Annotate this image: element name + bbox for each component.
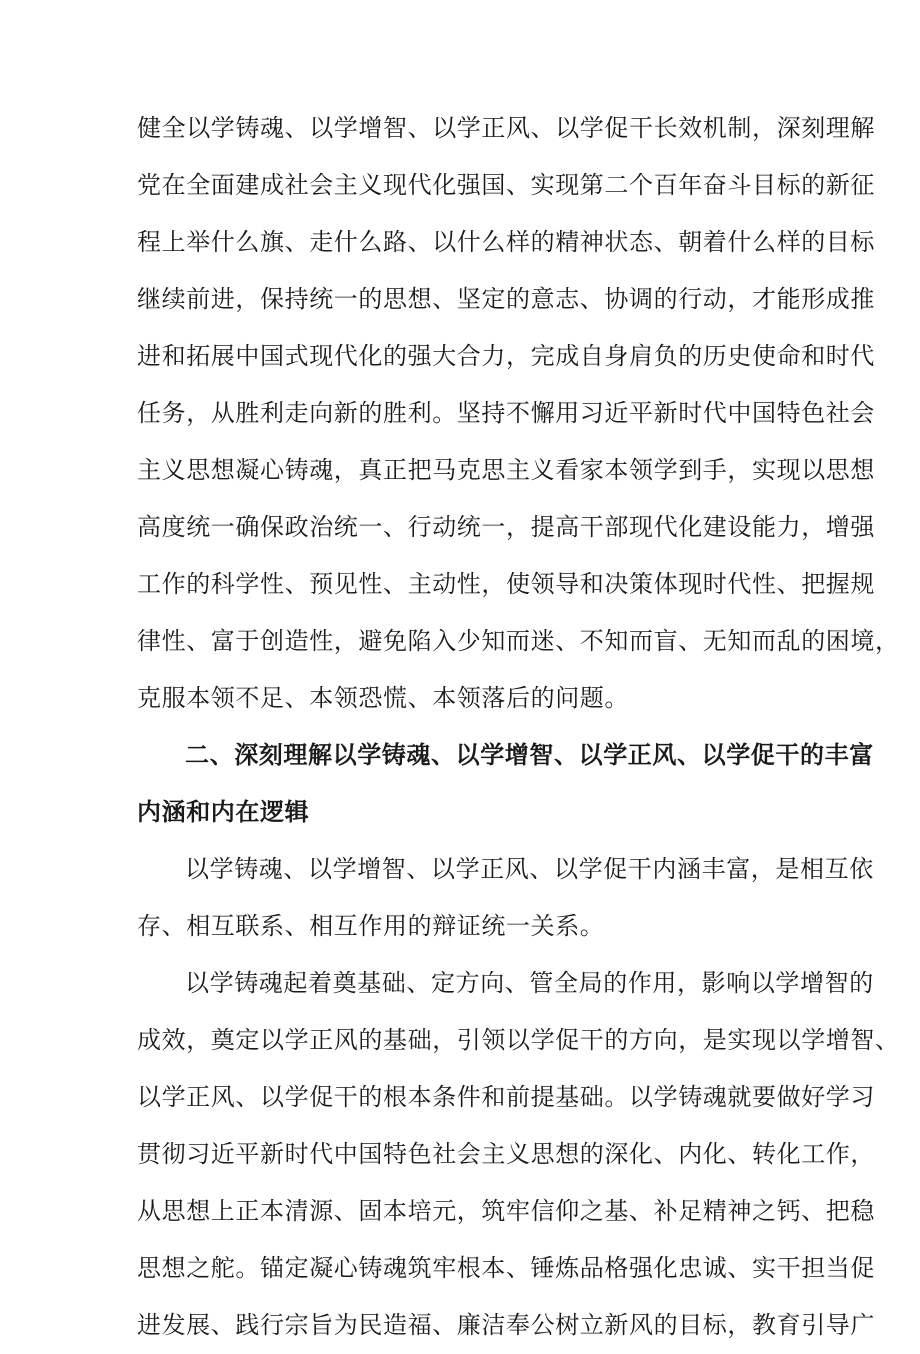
text-line: 党在全面建成社会主义现代化强国、实现第二个百年奋斗目标的新征 [137,171,875,199]
text-line: 成效，奠定以学正风的基础，引领以学促干的方向，是实现以学增智、 [137,1026,900,1054]
text-line: 从思想上正本清源、固本培元，筑牢信仰之基、补足精神之钙、把稳 [137,1197,875,1225]
text-line: 继续前进，保持统一的思想、坚定的意志、协调的行动，才能形成推 [137,285,875,313]
document-body [137,100,900,1354]
text-line: 高度统一确保政治统一、行动统一，提高干部现代化建设能力，增强 [137,513,875,541]
text-line: 存、相互联系、相互作用的辩证统一关系。 [137,912,605,940]
heading-line: 二、深刻理解以学铸魂、以学增智、以学正风、以学促干的丰富 [185,741,874,769]
paragraph [137,841,874,955]
text-line: 以学铸魂起着奠基础、定方向、管全局的作用，影响以学增智的 [185,969,874,997]
text-line: 贯彻习近平新时代中国特色社会主义思想的深化、内化、转化工作， [137,1140,875,1168]
text-line: 健全以学铸魂、以学增智、以学正风、以学促干长效机制，深刻理解 [137,114,875,142]
text-line: 主义思想凝心铸魂，真正把马克思主义看家本领学到手，实现以思想 [137,456,875,484]
text-line: 以学正风、以学促干的根本条件和前提基础。以学铸魂就要做好学习 [137,1083,875,1111]
text-line: 进发展、践行宗旨为民造福、廉洁奉公树立新风的目标，教育引导广 [137,1311,875,1339]
text-line: 以学铸魂、以学增智、以学正风、以学促干内涵丰富，是相互依 [185,855,874,883]
heading-line: 内涵和内在逻辑 [137,798,310,826]
text-line: 任务，从胜利走向新的胜利。坚持不懈用习近平新时代中国特色社会 [137,399,875,427]
text-line: 程上举什么旗、走什么路、以什么样的精神状态、朝着什么样的目标 [137,228,875,256]
section-heading [137,727,874,841]
text-line: 律性、富于创造性，避免陷入少知而迷、不知而盲、无知而乱的困境， [137,627,900,655]
text-line: 进和拓展中国式现代化的强大合力，完成自身肩负的历史使命和时代 [137,342,875,370]
text-line: 克服本领不足、本领恐慌、本领落后的问题。 [137,684,629,712]
paragraph [137,100,900,727]
text-line: 思想之舵。锚定凝心铸魂筑牢根本、锤炼品格强化忠诚、实干担当促 [137,1254,875,1282]
paragraph [137,955,900,1354]
text-line: 工作的科学性、预见性、主动性，使领导和决策体现时代性、把握规 [137,570,875,598]
